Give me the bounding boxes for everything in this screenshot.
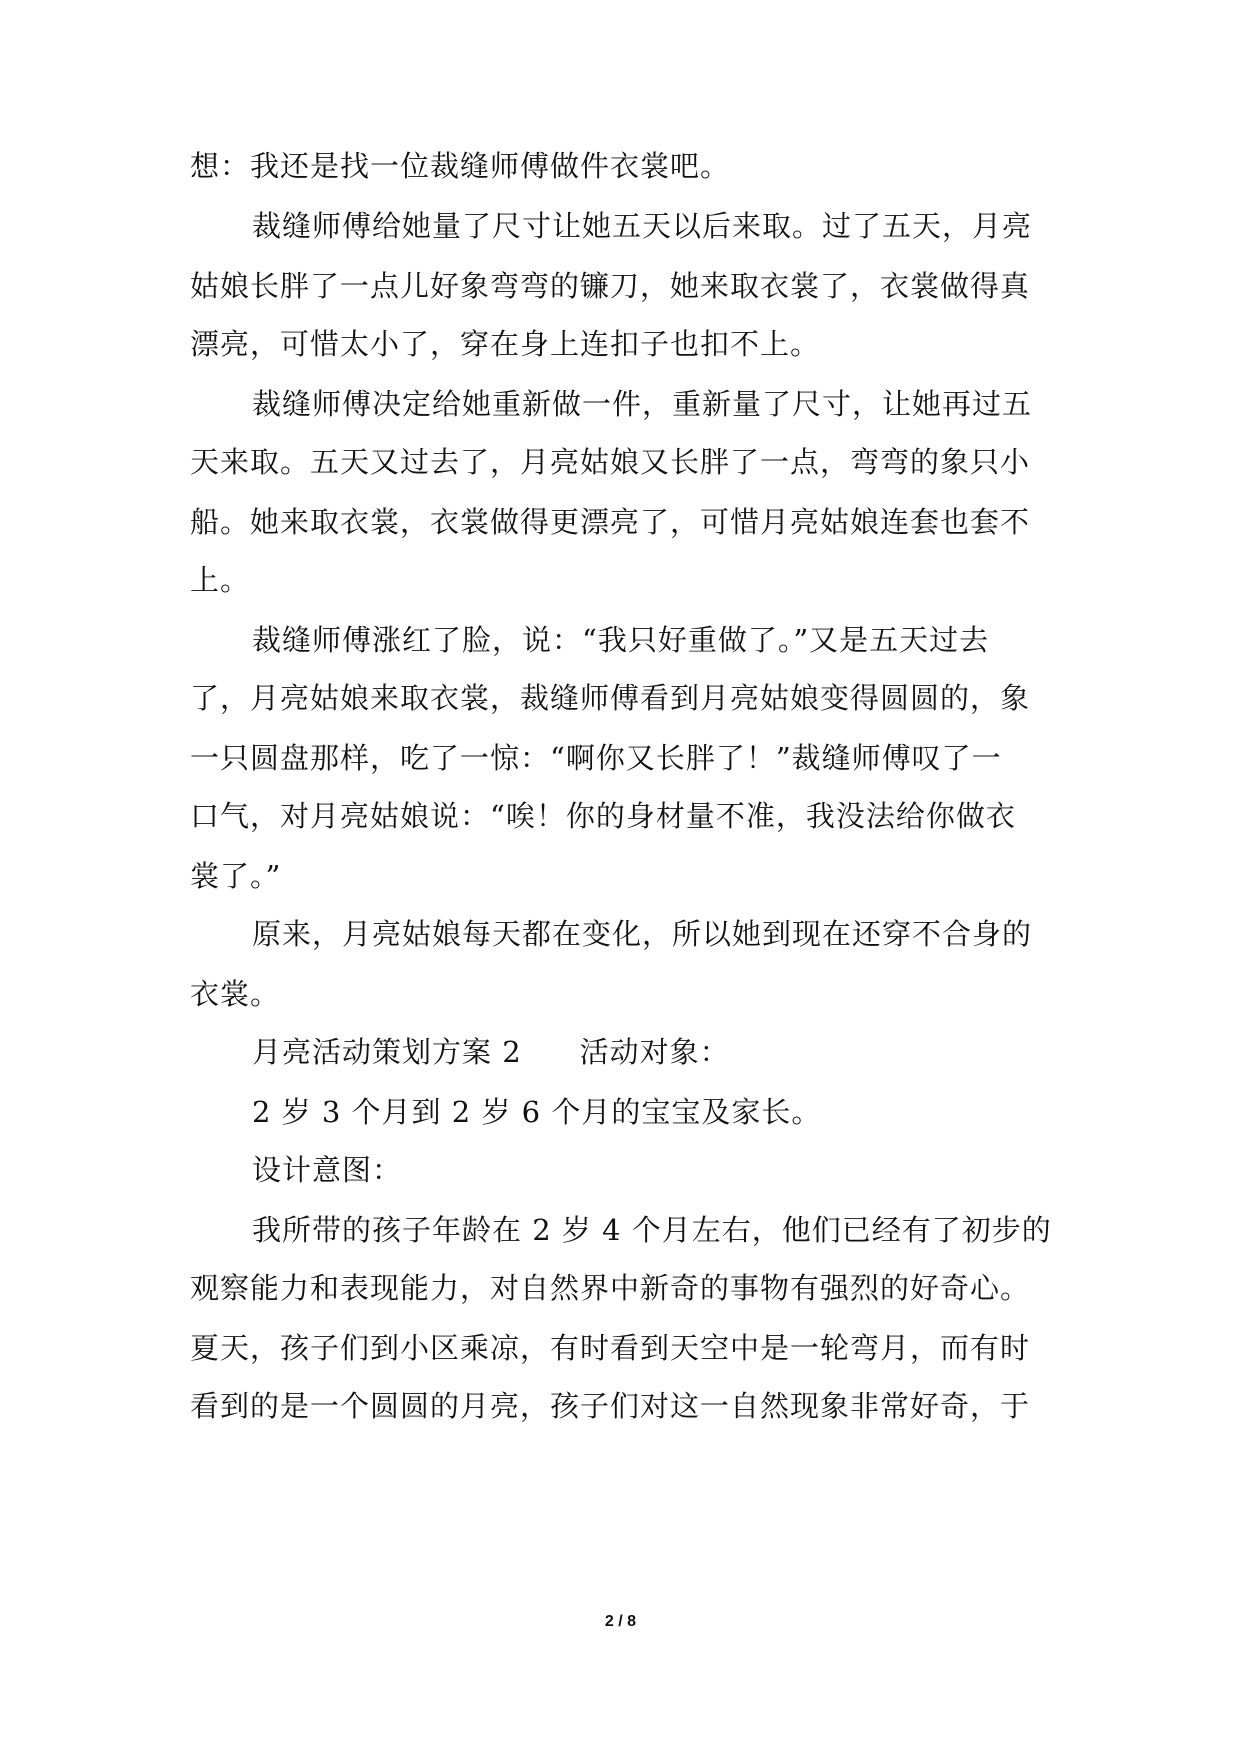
text-line: 我所带的孩子年龄在 2 岁 4 个月左右，他们已经有了初步的 (252, 1213, 1052, 1247)
text-line: 原来，月亮姑娘每天都在变化，所以她到现在还穿不合身的 (252, 917, 1033, 951)
text-line: 了，月亮姑娘来取衣裳，裁缝师傅看到月亮姑娘变得圆圆的，象 (190, 681, 1031, 715)
text-line: 一只圆盘那样，吃了一惊：“啊你又长胖了！”裁缝师傅叹了一 (190, 741, 1002, 775)
text-line: 裁缝师傅涨红了脸，说：“我只好重做了。”又是五天过去 (252, 623, 990, 657)
text-line: 漂亮，可惜太小了，穿在身上连扣子也扣不上。 (190, 327, 821, 361)
text-line: 想：我还是找一位裁缝师傅做件衣裳吧。 (190, 149, 731, 183)
section-title: 月亮活动策划方案 2 (252, 1035, 522, 1069)
section-heading (252, 1032, 730, 1072)
text-line: 2 岁 3 个月到 2 岁 6 个月的宝宝及家长。 (252, 1095, 822, 1129)
text-line: 裁缝师傅决定给她重新做一件，重新量了尺寸，让她再过五 (252, 387, 1033, 421)
text-line: 看到的是一个圆圆的月亮，孩子们对这一自然现象非常好奇，于 (190, 1389, 1031, 1423)
text-line: 裁缝师傅给她量了尺寸让她五天以后来取。过了五天，月亮 (252, 209, 1033, 243)
text-line: 天来取。五天又过去了，月亮姑娘又长胖了一点，弯弯的象只小 (190, 445, 1031, 479)
text-line: 衣裳。 (190, 977, 281, 1011)
text-line: 船。她来取衣裳，衣裳做得更漂亮了，可惜月亮姑娘连套也套不 (190, 505, 1031, 539)
text-line: 观察能力和表现能力，对自然界中新奇的事物有强烈的好奇心。 (190, 1271, 1031, 1305)
text-line: 上。 (190, 563, 251, 597)
text-line: 裳了。” (190, 859, 282, 893)
text-line: 口气，对月亮姑娘说：“唉！你的身材量不准，我没法给你做衣 (190, 799, 1016, 833)
text-line: 姑娘长胖了一点儿好象弯弯的镰刀，她来取衣裳了，衣裳做得真 (190, 269, 1031, 303)
text-line: 设计意图： (252, 1153, 403, 1187)
page-number: 2 / 8 (604, 1613, 637, 1630)
text-line: 夏天，孩子们到小区乘凉，有时看到天空中是一轮弯月，而有时 (190, 1331, 1031, 1365)
section-label: 活动对象： (579, 1035, 730, 1069)
